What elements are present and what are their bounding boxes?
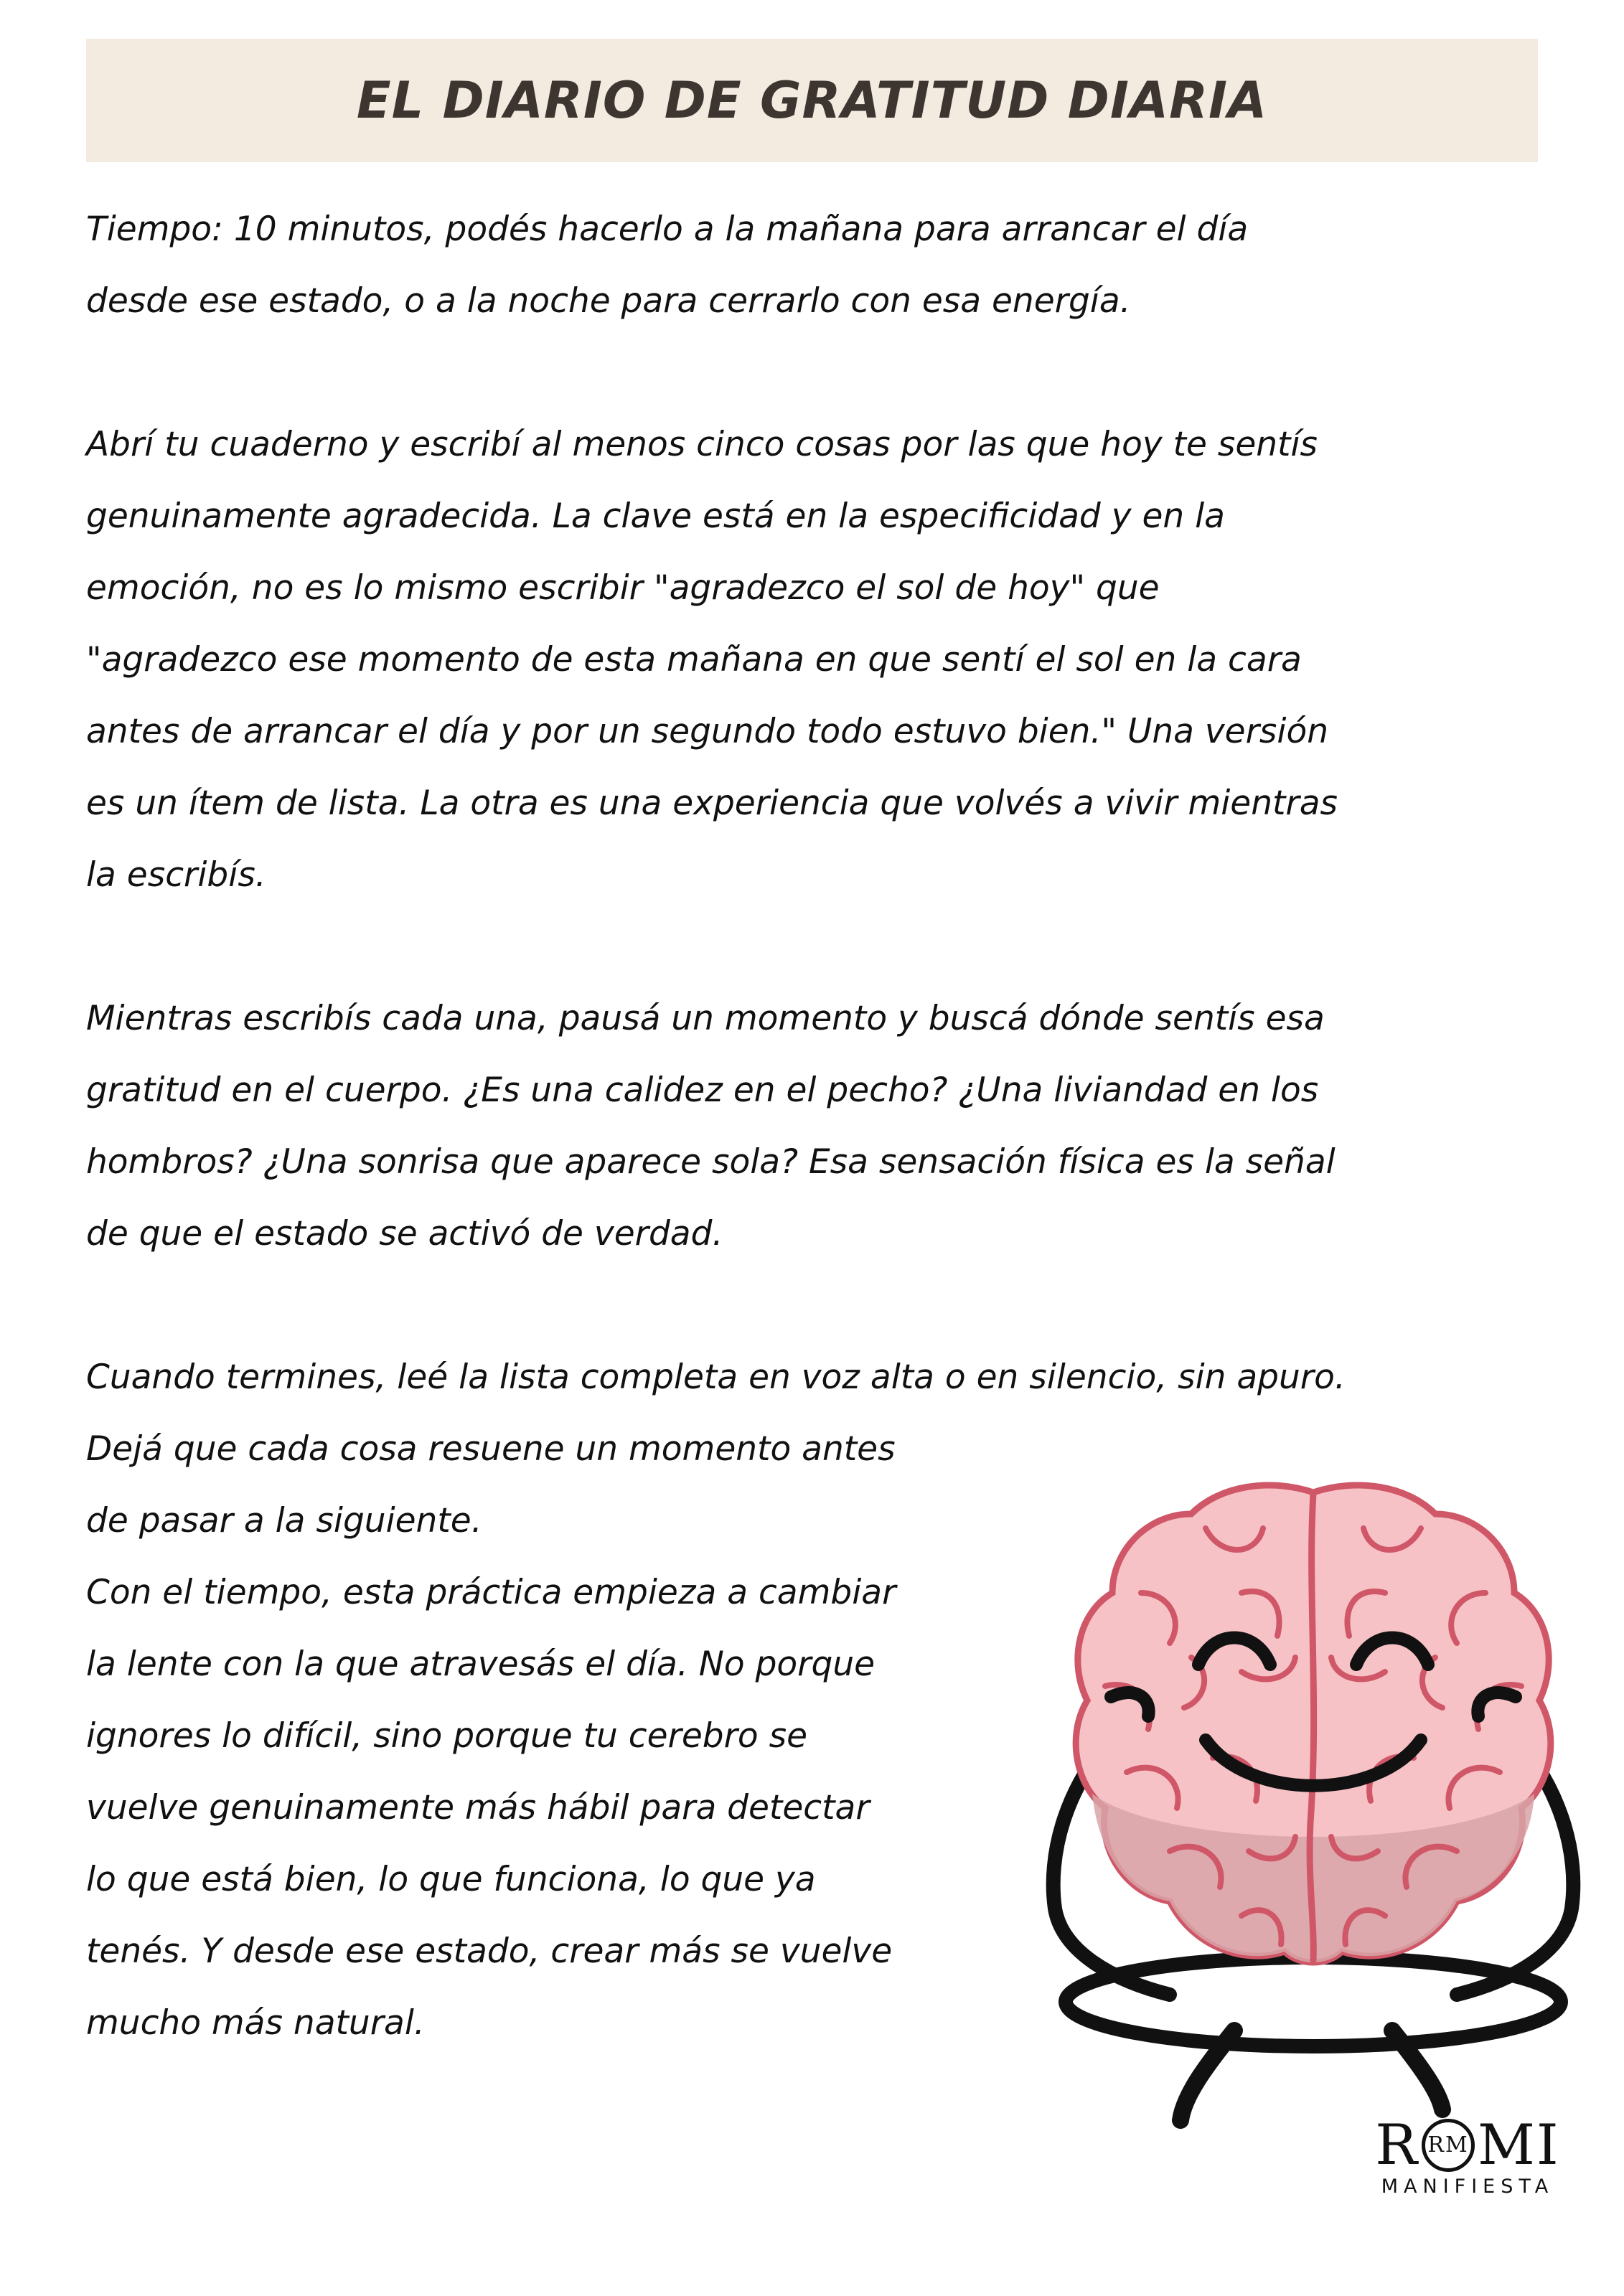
brand-logo bbox=[1360, 2113, 1575, 2198]
logo-letters-mi: MI bbox=[1478, 2113, 1560, 2178]
paragraph-practice: Con el tiempo, esta práctica empieza a cambiar la lente con la que atravesás el día. No porque ignores lo difícil, sino porque tu cerebro se vuelve genuinamente más hábil para detectar lo que está bien, lo que funciona, lo que ya tenés. Y desde ese estado, crear más se vuelve mucho más natural. bbox=[86, 1573, 896, 2043]
logo-wordmark bbox=[1360, 2113, 1575, 2178]
logo-letter-r: R bbox=[1375, 2113, 1419, 2178]
title-banner bbox=[86, 39, 1538, 162]
logo-subtitle: MANIFIESTA bbox=[1381, 2175, 1554, 2198]
smiling-brain-icon bbox=[1026, 1449, 1600, 2167]
paragraph-resonate: Dejá que cada cosa resuene un momento antes de pasar a la siguiente. bbox=[86, 1429, 896, 1540]
brain-illustration bbox=[1026, 1449, 1600, 2167]
paragraph-read-list: Cuando termines, leé la lista completa en voz alta o en silencio, sin apuro. bbox=[86, 1358, 1346, 1397]
paragraph-instructions: Abrí tu cuaderno y escribí al menos cinco cosas por las que hoy te sentís genuinamente agradecida. La clave está en la especificidad y en la emoción, no es lo mismo escribir "agradezco el sol de hoy" que "agradezco ese momento de esta mañana en que sentí el sol en la cara antes de arrancar el día y por un segundo todo estuvo bien." Una versión es un ítem de lista. La otra es una experiencia que volvés a vivir mientras la escribís. bbox=[86, 425, 1338, 895]
paragraph-body-sensation: Mientras escribís cada una, pausá un momento y buscá dónde sentís esa gratitud en el cuerpo. ¿Es una calidez en el pecho? ¿Una liviandad en los hombros? ¿Una sonrisa que aparece sola? Esa sensación física es la señal de que el estado se activó de verdad. bbox=[86, 999, 1336, 1253]
logo-circle-mark: RM bbox=[1422, 2119, 1475, 2172]
paragraph-time: Tiempo: 10 minutos, podés hacerlo a la mañana para arrancar el día desde ese estado, o a la noche para cerrarlo con esa energía. bbox=[86, 210, 1249, 321]
page-title: EL DIARIO DE GRATITUD DIARIA bbox=[356, 71, 1268, 130]
